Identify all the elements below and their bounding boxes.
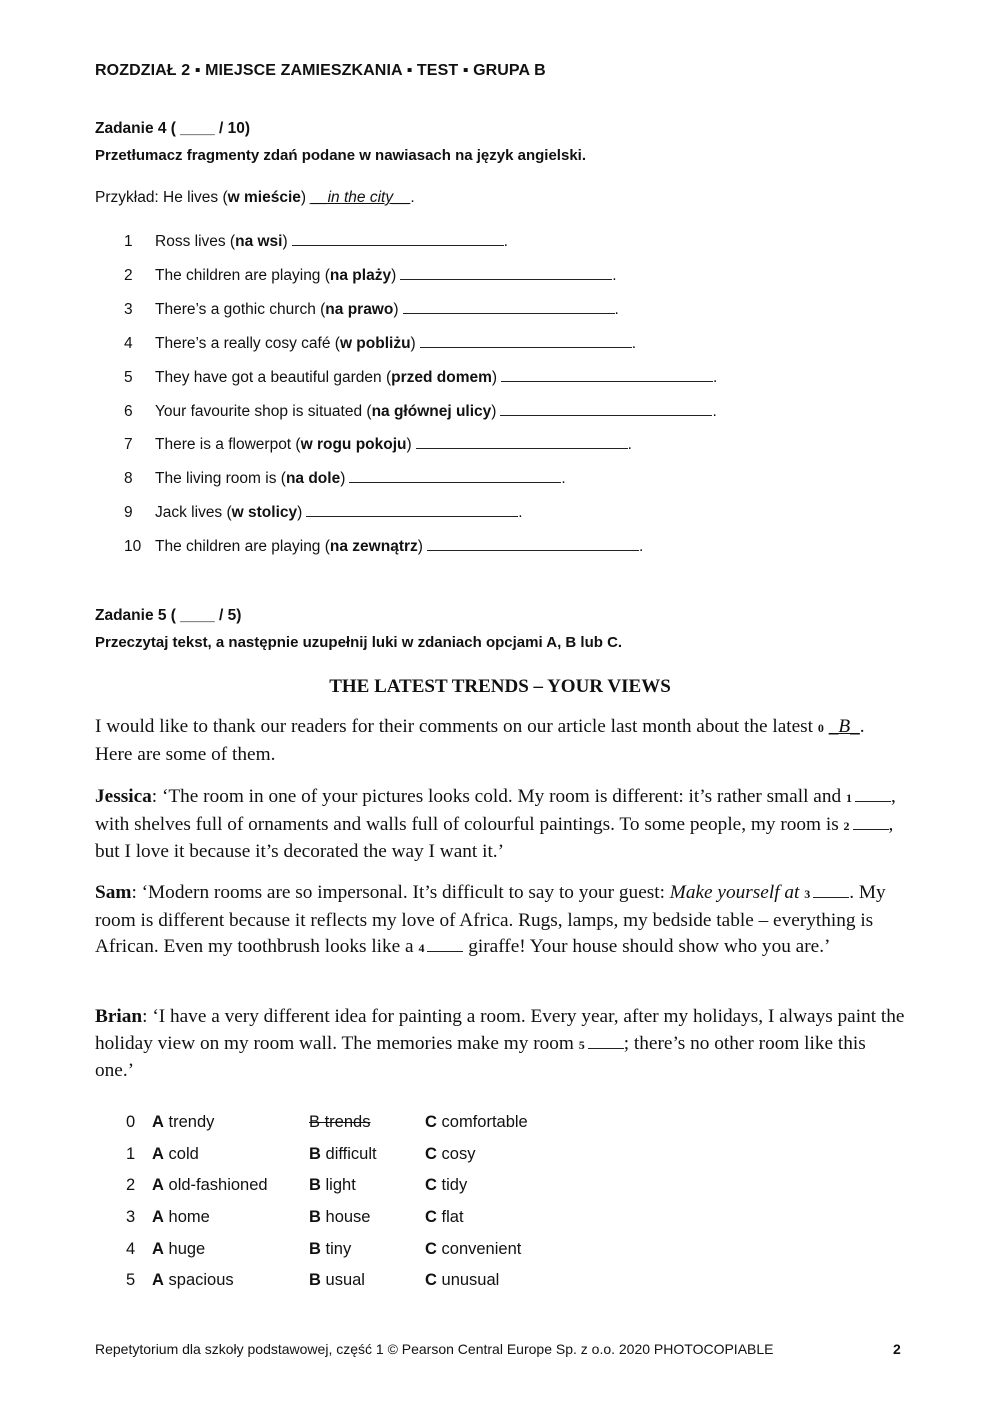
sam-italic: Make yourself at [669,882,800,903]
option-a [152,1176,268,1195]
option-a-text: old-fashioned [168,1176,268,1194]
item-text: There’s a really cosy café ( [155,335,340,352]
option-b-text: house [325,1208,371,1226]
footer-text: Repetytorium dla szkoły podstawowej, część 1 © Pearson Central Europe Sp. z o.o. 2020 PHOTOCOPIABLE [95,1341,774,1357]
task4-item [124,333,636,353]
item-bold-phrase: na zewnątrz [329,538,418,555]
option-b [309,1176,356,1195]
item-text-close: ) [491,369,498,386]
task4-title: Zadanie 4 ( ____ / 10) [95,120,251,137]
option-number [126,1271,135,1290]
item-number: 1 [124,233,133,250]
answer-blank[interactable] [416,434,628,449]
item-number: 2 [124,267,133,284]
option-c-text: flat [441,1208,464,1226]
example-suffix: ) [300,189,311,206]
option-a [152,1240,205,1259]
item-number: 9 [124,504,133,521]
item-number: 4 [124,335,133,352]
option-c [425,1176,467,1195]
brian-paragraph [95,1004,905,1085]
option-b-text: difficult [325,1145,377,1163]
option-a-letter: A [152,1271,164,1289]
option-b [309,1271,365,1290]
example-bold: w mieście [227,189,301,206]
option-c [425,1208,464,1227]
task4-instruction: Przetłumacz fragmenty zdań podane w nawiasach na język angielski. [95,147,586,164]
item-number: 3 [124,301,133,318]
gap-5-blank[interactable] [588,1033,624,1049]
option-a-letter: A [152,1145,164,1163]
option-b [309,1145,377,1164]
item-text: Ross lives ( [155,233,236,250]
item-bold-phrase: w rogu pokoju [300,436,407,453]
option-c [425,1113,528,1132]
option-b-letter: B [309,1176,321,1194]
task4-item [124,299,619,319]
item-bold-phrase: w pobliżu [339,335,411,352]
answer-blank[interactable] [400,265,612,280]
task4-item [124,536,643,556]
item-text-close: ) [406,436,412,453]
option-number-text: 0 [126,1113,136,1131]
item-number: 10 [124,538,142,555]
option-number [126,1208,135,1227]
item-number: 8 [124,470,133,487]
option-b-text: B trends [309,1113,371,1131]
brian-name: Brian [95,1006,143,1027]
jessica-text-1: : ‘The room in one of your pictures looks cold. My room is different: it’s rather small and [151,786,846,807]
article-title: THE LATEST TRENDS – YOUR VIEWS [329,676,671,697]
gap-5-number: 5 [578,1037,585,1052]
sam-text-3: giraffe! Your house should show who you are.’ [463,936,831,957]
option-b-letter: B [309,1271,321,1289]
item-bold-phrase: na dole [285,470,341,487]
option-number-text: 5 [126,1271,136,1289]
item-period: . [561,470,566,487]
task4-item [124,231,508,251]
task5-instruction: Przeczytaj tekst, a następnie uzupełnij luki w zdaniach opcjami A, B lub C. [95,634,623,651]
option-number-text: 4 [126,1240,136,1258]
task4-item [124,401,717,421]
jessica-paragraph [95,784,905,866]
option-c-letter: C [425,1113,437,1131]
task4-item [124,265,617,285]
option-number-text: 3 [126,1208,136,1226]
item-period: . [712,403,717,420]
gap-4-number: 4 [418,941,425,955]
option-a-text: spacious [168,1271,234,1289]
option-number [126,1145,135,1164]
gap-2-number: 2 [843,818,850,833]
item-text: There’s a gothic church ( [155,301,326,318]
answer-blank[interactable] [420,333,632,348]
option-a-text: huge [168,1240,206,1258]
answer-blank[interactable] [501,367,713,382]
option-a-text: home [168,1208,210,1226]
item-text-close: ) [417,538,423,555]
gap-1-number: 1 [845,791,852,805]
gap-0-answer: _B_ [828,716,860,737]
option-a [152,1145,199,1164]
task4-item [124,367,717,387]
option-c-text: comfortable [441,1113,528,1131]
answer-blank[interactable] [292,231,504,246]
item-number: 6 [124,403,133,420]
jessica-text-3: , but I love it because it’s decorated the way I want it.’ [95,813,894,862]
item-bold-phrase: na plaży [329,267,392,284]
jessica-text-2: , with shelves full of ornaments and walls full of colourful paintings. To some people, my room is [95,786,896,835]
option-b-letter: B [309,1240,321,1258]
option-c [425,1271,499,1290]
item-text-close: ) [410,335,416,352]
item-text: The living room is ( [155,470,286,487]
option-c-text: cosy [441,1145,476,1163]
answer-blank[interactable] [349,468,561,483]
item-number: 5 [124,369,133,386]
item-text: Jack lives ( [155,504,232,521]
item-text-close: ) [393,301,399,318]
option-c-letter: C [425,1240,437,1258]
task4-item [124,468,566,488]
answer-blank[interactable] [427,536,639,551]
intro-text-2: . Here are some of them. [95,716,865,765]
option-a [152,1208,210,1227]
option-a [152,1113,214,1132]
task4-example [95,189,415,207]
option-number-text: 2 [126,1176,136,1194]
gap-2-blank[interactable] [853,814,889,830]
option-b-letter: B [309,1208,321,1226]
brian-text-1: : ‘I have a very different idea for painting a room. Every year, after my holidays, I always paint the holiday view on my room wall. The memories make my room [95,1006,905,1054]
item-period: . [614,301,619,318]
jessica-name: Jessica [95,786,152,807]
item-bold-phrase: na głównej ulicy [371,403,492,420]
task5-title: Zadanie 5 ( ____ / 5) [95,607,242,624]
gap-4-blank[interactable] [427,936,463,952]
item-text-close: ) [297,504,303,521]
option-c-text: unusual [441,1271,500,1289]
item-text: Your favourite shop is situated ( [155,403,372,420]
option-b [309,1208,370,1227]
item-period: . [612,267,617,284]
article-intro [95,714,905,768]
item-text: The children are playing ( [155,267,330,284]
sam-name: Sam [95,882,132,903]
option-c-text: tidy [441,1176,468,1194]
task4-item [124,434,632,454]
item-period: . [518,504,523,521]
option-a-letter: A [152,1208,164,1226]
chapter-header: ROZDZIAŁ 2 ▪ MIEJSCE ZAMIESZKANIA ▪ TEST ▪ GRUPA B [95,62,546,79]
sam-text-1: : ‘Modern rooms are so impersonal. It’s difficult to say to your guest: [131,882,670,903]
gap-1-blank[interactable] [855,786,891,802]
item-text-close: ) [340,470,346,487]
option-number-text: 1 [126,1145,136,1163]
option-a-letter: A [152,1113,164,1131]
option-a-text: trendy [168,1113,215,1131]
gap-3-number: 3 [804,887,811,901]
sam-paragraph [95,880,905,962]
answer-blank[interactable] [403,299,615,314]
answer-blank[interactable] [500,401,712,416]
option-a [152,1271,234,1290]
item-period: . [638,538,644,555]
item-bold-phrase: w stolicy [231,504,298,521]
option-c-letter: C [425,1145,437,1163]
item-bold-phrase: na prawo [325,301,394,318]
item-period: . [503,233,508,250]
option-number [126,1113,135,1132]
option-a-letter: A [152,1176,164,1194]
item-text: There is a flowerpot ( [155,436,301,453]
example-end: . [410,189,415,206]
item-period: . [627,436,632,453]
sam-text-2: . My room is different because it reflects my love of Africa. Rugs, lamps, my bedside table – everything is African. Even my toothbrush looks like a [95,882,886,957]
item-text-close: ) [282,233,288,250]
task4-item [124,502,523,522]
option-b-text: light [325,1176,356,1194]
option-b-text: usual [325,1271,365,1289]
option-c-letter: C [425,1176,437,1194]
option-c [425,1145,475,1164]
intro-text-1: I would like to thank our readers for their comments on our article last month about the latest [95,716,818,737]
item-period: . [631,335,637,352]
brian-text-2: ; there’s no other room like this one.’ [95,1032,866,1081]
option-number [126,1240,135,1259]
item-text-close: ) [391,267,397,284]
option-number [126,1176,135,1195]
option-c-text: convenient [441,1240,522,1258]
example-prefix: Przykład: He lives ( [95,189,228,206]
gap-0-number: 0 [817,721,824,735]
option-a-text: cold [168,1145,199,1163]
gap-3-blank[interactable] [813,882,849,898]
option-b [309,1113,370,1132]
item-period: . [713,369,718,386]
item-number: 7 [124,436,133,453]
answer-blank[interactable] [306,502,518,517]
option-b-letter: B [309,1145,321,1163]
item-text-close: ) [491,403,497,420]
page-number: 2 [893,1341,901,1357]
example-answer: __in the city__ [310,189,411,206]
item-bold-phrase: przed domem [391,369,492,386]
item-bold-phrase: na wsi [235,233,283,250]
option-c-letter: C [425,1208,437,1226]
option-c-letter: C [425,1271,437,1289]
option-c [425,1240,521,1259]
option-a-letter: A [152,1240,164,1258]
option-b [309,1240,351,1259]
option-b-text: tiny [325,1240,352,1258]
item-text: The children are playing ( [155,538,330,555]
item-text: They have got a beautiful garden ( [155,369,392,386]
